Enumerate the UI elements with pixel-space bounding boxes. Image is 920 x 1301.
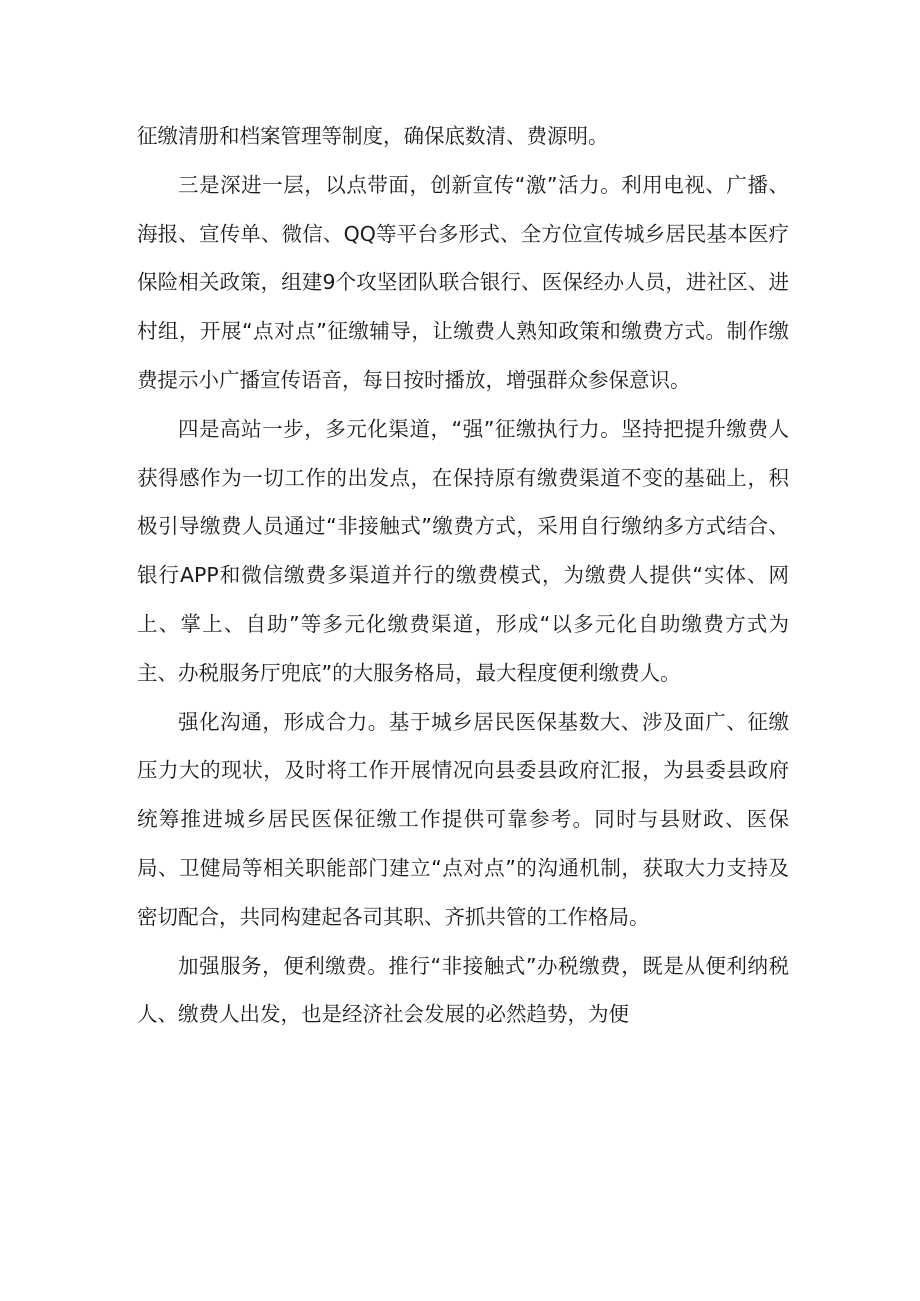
paragraph-communication: 强化沟通，形成合力。基于城乡居民医保基数大、涉及面广、征缴压力大的现状，及时将工作开展情况向县委县政府汇报，为县委县政府统筹推进城乡居民医保征缴工作提供可靠参考。同时与县财政、医保局、卫健局等相关职能部门建立“点对点”的沟通机制，获取大力支持及密切配合，共同构建起各司其职、齐抓共管的工作格局。 — [137, 709, 789, 929]
paragraph-continuation: 征缴清册和档案管理等制度，确保底数清、费源明。 — [137, 124, 609, 148]
paragraph-service: 加强服务，便利缴费。推行“非接触式”办税缴费，既是从便利纳税人、缴费人出发，也是经济社会发展的必然趋势，为便 — [137, 953, 789, 1027]
document-body — [137, 112, 789, 1039]
paragraph-payment-channels: 四是高站一步，多元化渠道，“强”征缴执行力。坚持把提升缴费人获得感作为一切工作的出发点，在保持原有缴费渠道不变的基础上，积极引导缴费人员通过“非接触式”缴费方式，采用自行缴纳多方式结合、银行APP和微信缴费多渠道并行的缴费模式，为缴费人提供“实体、网上、掌上、自助”等多元化缴费渠道，形成“以多元化自助缴费方式为主、办税服务厅兜底”的大服务格局，最大程度便利缴费人。 — [137, 416, 789, 685]
paragraph-publicity: 三是深进一层，以点带面，创新宣传“激”活力。利用电视、广播、海报、宣传单、微信、QQ等平台多形式、全方位宣传城乡居民基本医疗保险相关政策，组建9个攻坚团队联合银行、医保经办人员，进社区、进村组，开展“点对点”征缴辅导，让缴费人熟知政策和缴费方式。制作缴费提示小广播宣传语音，每日按时播放，增强群众参保意识。 — [137, 172, 789, 392]
